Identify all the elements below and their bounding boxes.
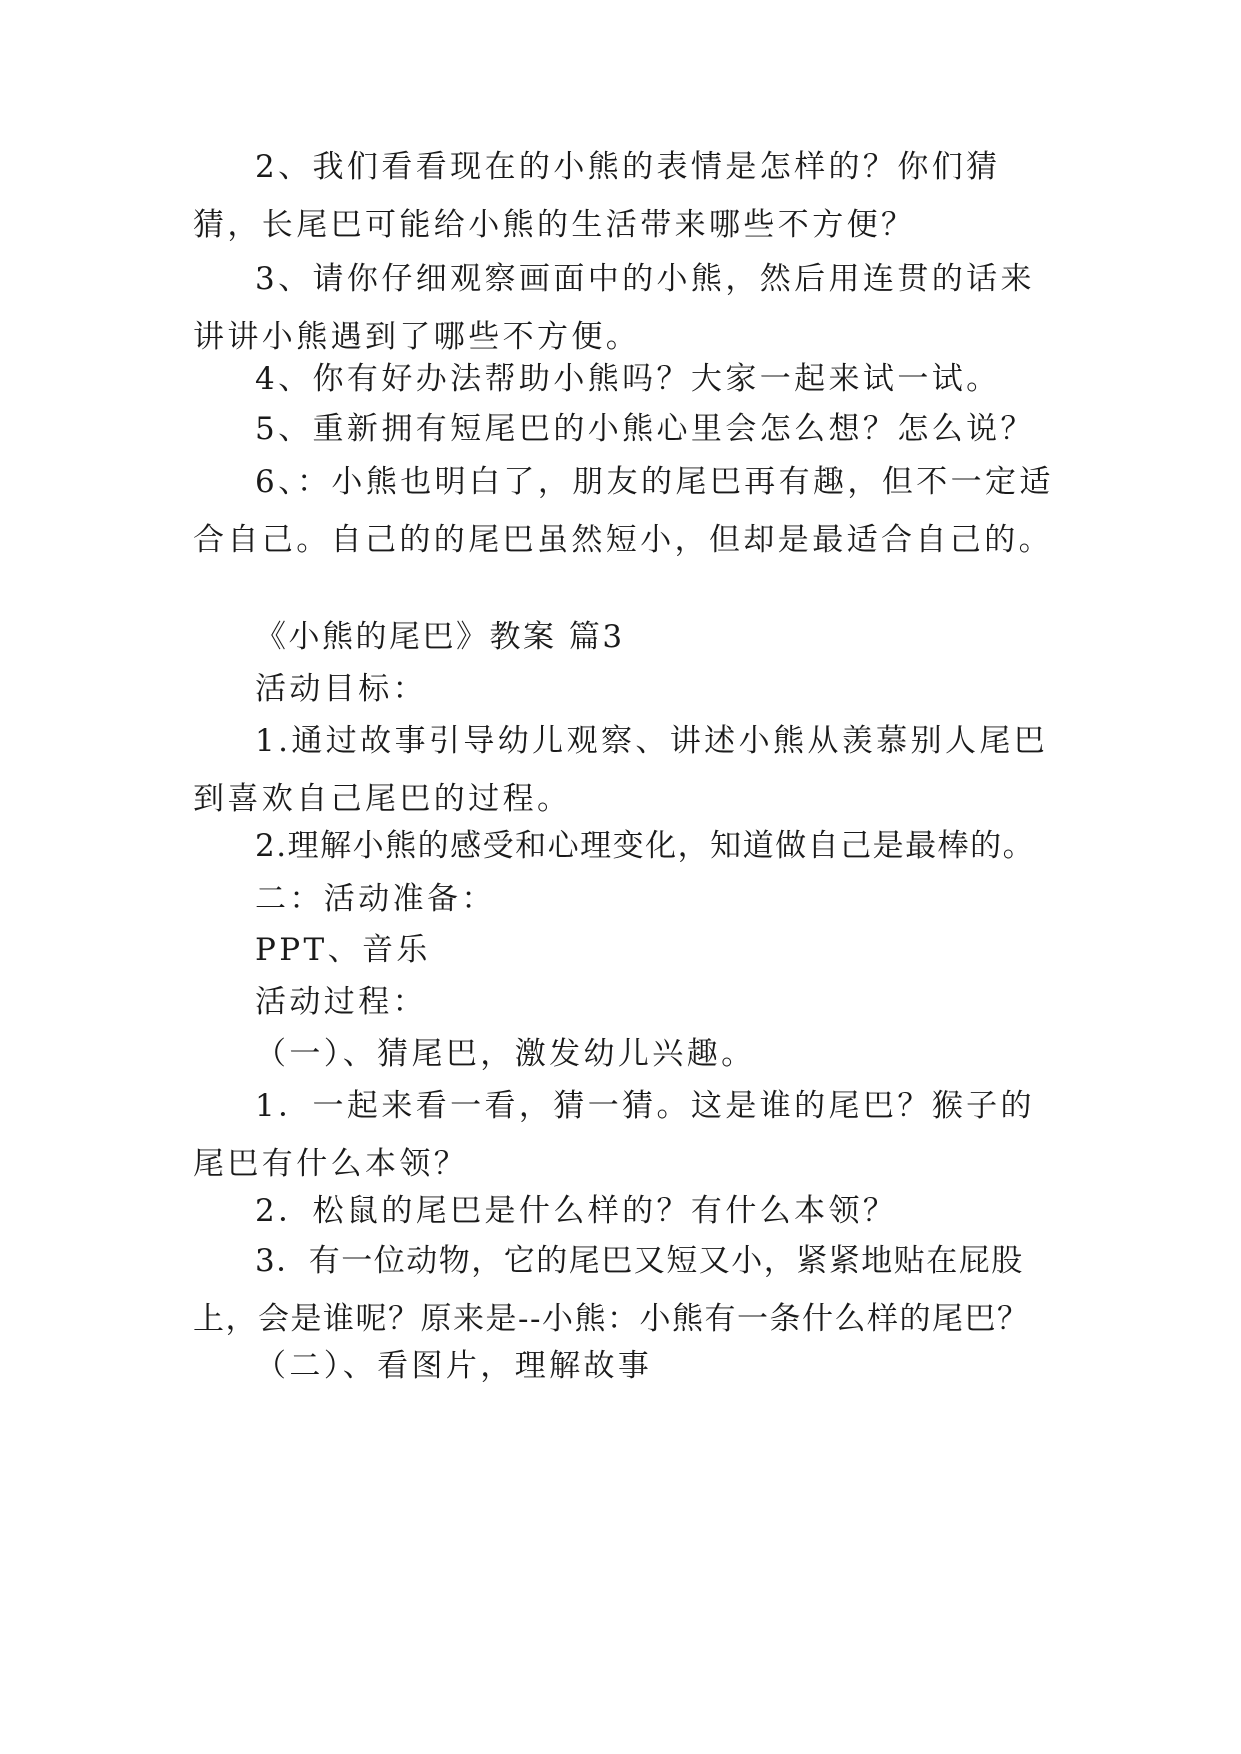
paragraph-step-4: 4、你有好办法帮助小熊吗？大家一起来试一试。 — [255, 361, 1001, 397]
heading-activity-preparation: 二：活动准备： — [255, 881, 496, 917]
paragraph-step-3: 3、请你仔细观察画面中的小熊，然后用连贯的话来讲讲小熊遇到了哪些不方便。 — [193, 261, 1035, 355]
process-part-2: （二）、看图片，理解故事 — [255, 1348, 653, 1384]
goal-1: 1.通过故事引导幼儿观察、讲述小熊从羡慕别人尾巴到喜欢自己尾巴的过程。 — [193, 723, 1049, 817]
paragraph-step-2: 2、我们看看现在的小熊的表情是怎样的？你们猜猜，长尾巴可能给小熊的生活带来哪些不方便？ — [193, 149, 1001, 243]
process-step-2: 2．松鼠的尾巴是什么样的？有什么本领？ — [255, 1193, 898, 1229]
process-step-1: 1．一起来看一看，猜一猜。这是谁的尾巴？猴子的尾巴有什么本领？ — [193, 1088, 1035, 1182]
preparation-materials: PPT、音乐 — [255, 932, 431, 968]
goal-2: 2.理解小熊的感受和心理变化，知道做自己是最棒的。 — [255, 828, 1036, 864]
process-part-1: （一）、猜尾巴，激发幼儿兴趣。 — [255, 1036, 756, 1072]
process-step-3: 3．有一位动物，它的尾巴又短又小，紧紧地贴在屁股上，会是谁呢？原来是--小熊：小熊有一条什么样的尾巴？ — [193, 1243, 1030, 1337]
section-title: 《小熊的尾巴》教案 篇3 — [255, 619, 625, 655]
heading-activity-process: 活动过程： — [255, 984, 427, 1020]
paragraph-step-6: 6、：小熊也明白了，朋友的尾巴再有趣，但不一定适合自己。自己的的尾巴虽然短小，但却是最适合自己的。 — [193, 464, 1054, 558]
paragraph-step-5: 5、重新拥有短尾巴的小熊心里会怎么想？怎么说？ — [255, 411, 1035, 447]
heading-activity-goals: 活动目标： — [255, 671, 427, 707]
